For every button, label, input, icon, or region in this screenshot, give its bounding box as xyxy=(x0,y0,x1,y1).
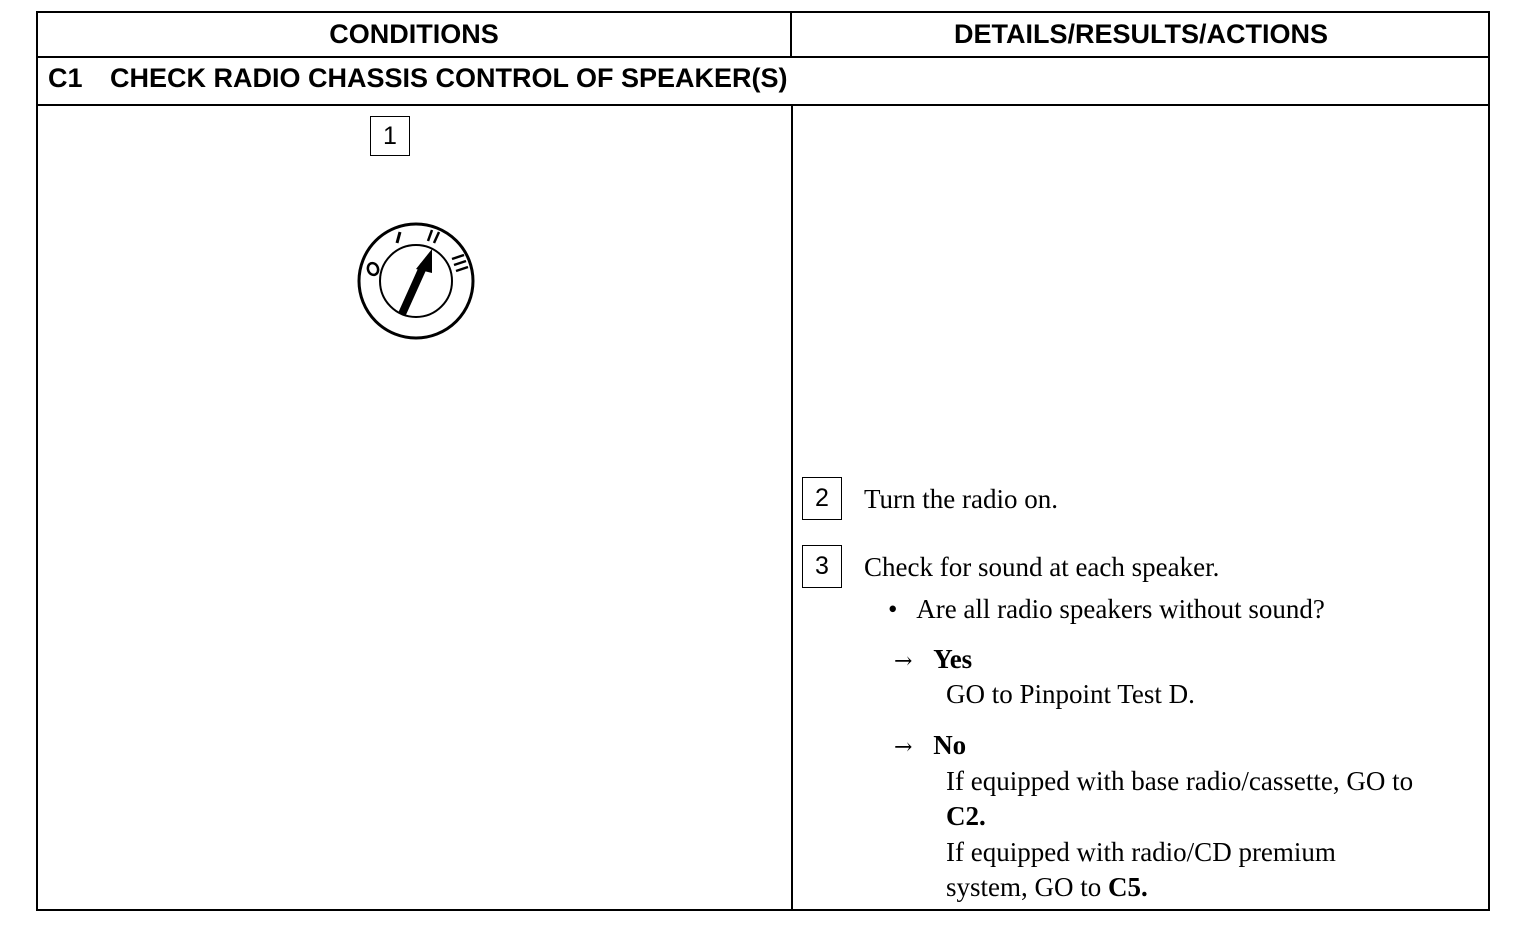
arrow-right-icon: → xyxy=(894,649,913,674)
conditions-header: CONDITIONS xyxy=(38,13,792,56)
step-title: CHECK RADIO CHASSIS CONTROL OF SPEAKER(S) xyxy=(110,63,788,93)
instruction-check-sound: Check for sound at each speaker. xyxy=(864,552,1220,582)
yes-action: GO to Pinpoint Test D. xyxy=(946,679,1195,709)
no-action-target-c2: C2. xyxy=(946,801,986,831)
bullet-icon: • xyxy=(888,594,898,624)
step-number-box-1: 1 xyxy=(370,116,410,156)
step-number-box-3: 3 xyxy=(802,545,842,588)
column-divider xyxy=(791,106,793,911)
no-action-premium-text: system, GO to xyxy=(946,872,1102,902)
question-item xyxy=(888,592,1325,626)
no-action-premium-line2 xyxy=(946,870,1148,904)
diagnostic-table xyxy=(36,11,1490,911)
arrow-right-icon: → xyxy=(894,735,913,760)
step-number-box-2: 2 xyxy=(802,477,842,520)
step-id: C1 xyxy=(48,63,83,93)
no-branch xyxy=(894,728,966,765)
details-header: DETAILS/RESULTS/ACTIONS xyxy=(953,19,1328,49)
no-action-premium-line1: If equipped with radio/CD premium xyxy=(946,837,1336,867)
table-header xyxy=(38,13,1488,58)
no-label: No xyxy=(933,730,967,760)
yes-branch xyxy=(894,642,972,679)
question-text: Are all radio speakers without sound? xyxy=(916,594,1325,624)
step-title-row xyxy=(38,58,1488,106)
no-action-target-c5: C5. xyxy=(1108,872,1148,902)
instruction-turn-radio-on: Turn the radio on. xyxy=(864,484,1058,514)
yes-label: Yes xyxy=(933,644,973,674)
no-action-base-radio: If equipped with base radio/cassette, GO to xyxy=(946,766,1414,796)
ignition-switch-icon xyxy=(354,219,478,343)
